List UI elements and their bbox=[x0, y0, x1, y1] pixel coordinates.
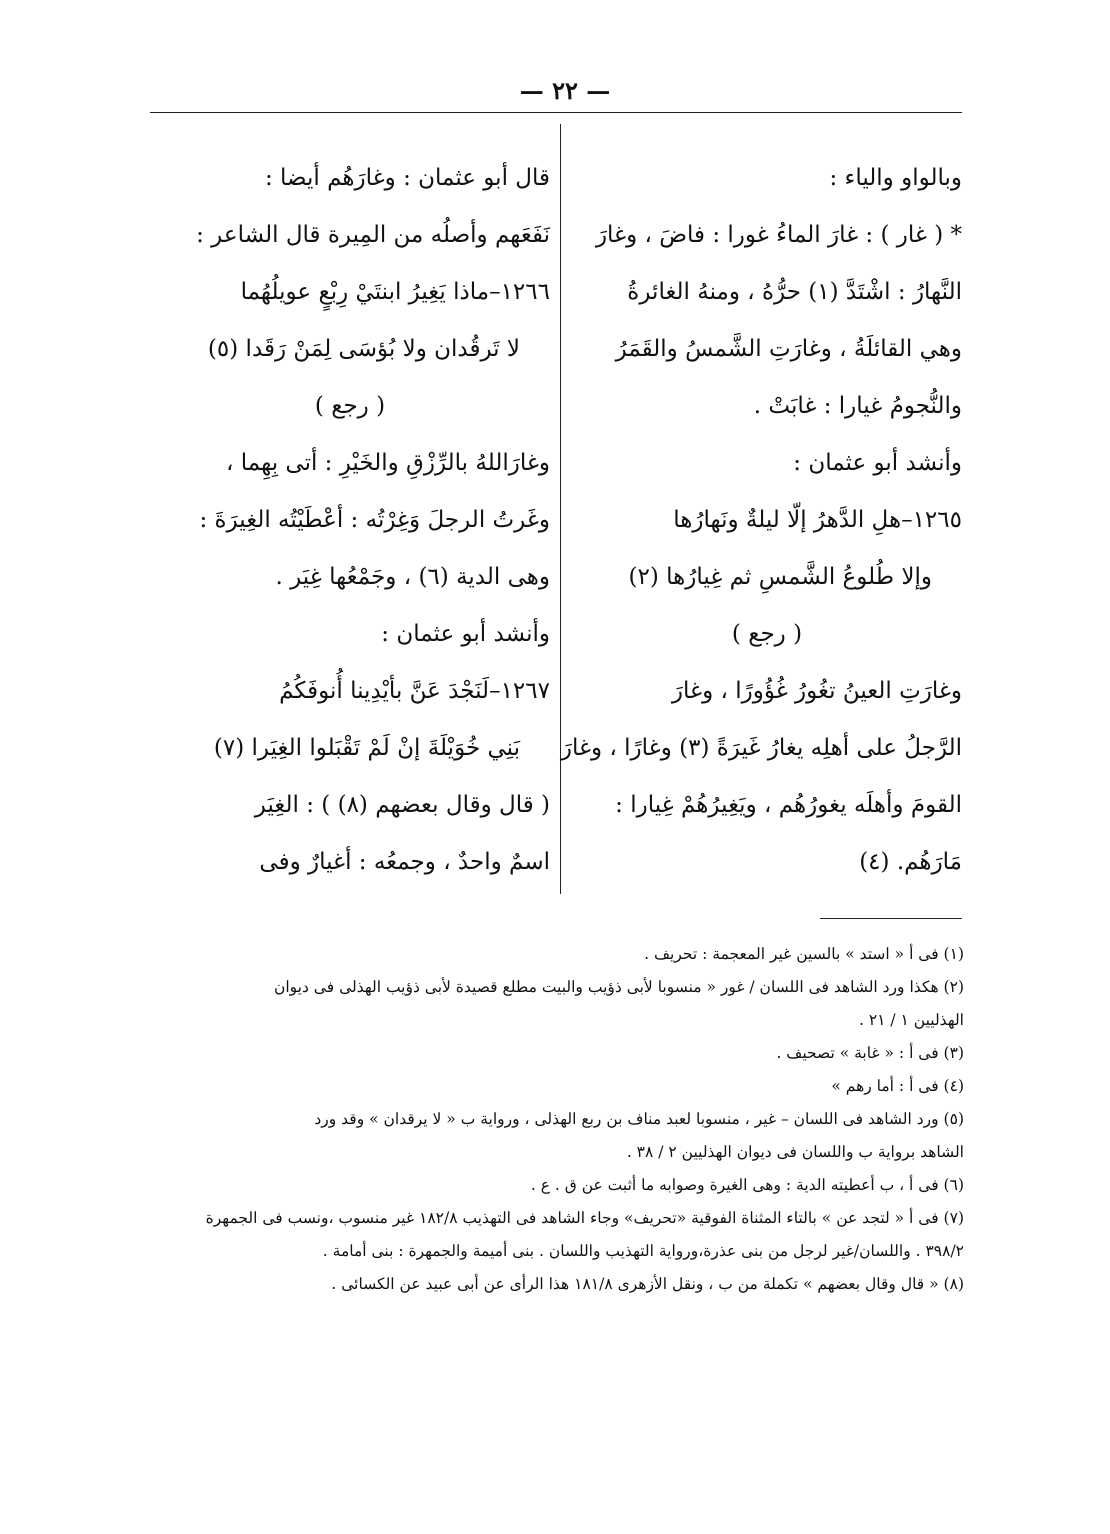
text-line: وهى الدية (٦) ، وجَمْعُها غِيَر . bbox=[275, 564, 550, 590]
rujua-marker: ( رجع ) bbox=[731, 621, 803, 647]
text-line: مَارَهُم. (٤) bbox=[859, 849, 962, 875]
footnote: ٣٩٨/٢ . واللسان/غير لرجل من بنى عذرة،ورواية التهذيب واللسان . بنى أميمة والجمهرة : بنى أمامة . bbox=[322, 1242, 964, 1260]
footnote-rule bbox=[820, 918, 962, 919]
rujua-marker: ( رجع ) bbox=[314, 393, 386, 419]
footnotes bbox=[148, 938, 964, 1301]
text-line: وغارَاللهُ بالرِّزْقِ والخَيْرِ : أتى بِهِما ، bbox=[226, 450, 550, 476]
text-line: * ( غار ) : غارَ الماءُ غورا : فاضَ ، وغارَ bbox=[595, 222, 962, 248]
column-divider bbox=[560, 124, 561, 894]
footnote: (٤) فى أ : أما رهم » bbox=[831, 1077, 964, 1095]
text-line: الرَّجلُ على أهلِه يغارُ غَيرَةً (٣) وغارًا ، وغارَ bbox=[560, 735, 962, 761]
verse-line: بَنِي خُوَيْلَةَ إنْ لَمْ تَقْبَلوا الغِيَرا (٧) bbox=[213, 735, 520, 761]
footnote: (٧) فى أ « لتجد عن » بالتاء المثناة الفوقية «تحريف» وجاء الشاهد فى التهذيب ١٨٢/٨ غير منسوب ،ونسب فى الجمهرة bbox=[205, 1209, 964, 1227]
text-line: وغارَتِ العينُ تغُورُ غُؤُورًا ، وغارَ bbox=[671, 678, 962, 704]
text-line: قال أبو عثمان : وغارَهُم أيضا : bbox=[264, 165, 550, 191]
verse-line: وإلا طُلوعُ الشَّمسِ ثم غِيارُها (٢) bbox=[628, 564, 932, 590]
footnote: الهذليين ١ / ٢١ . bbox=[858, 1011, 964, 1029]
text-line: والنُّجومُ غيارا : غابَتْ . bbox=[753, 393, 962, 419]
verse-line: لا تَرقُدان ولا بُؤسَى لِمَنْ رَقَدا (٥) bbox=[207, 336, 520, 362]
footnote: (٣) فى أ : « غابة » تصحيف . bbox=[776, 1044, 964, 1062]
text-line: وهي القائلَةُ ، وغارَتِ الشَّمسُ والقَمَرُ bbox=[615, 336, 962, 362]
verse-line: ١٢٦٥–هلِ الدَّهرُ إلّا ليلةٌ ونَهارُها bbox=[673, 507, 962, 533]
text-line: النَّهارُ : اشْتَدَّ (١) حرُّهُ ، ومنهُ الغائرةُ bbox=[627, 279, 962, 305]
page-number: — ٢٢ — bbox=[519, 76, 611, 105]
text-line: وغَرتُ الرجلَ وَغِرْتُه : أعْطَيْتُه الغِيرَةَ : bbox=[199, 507, 550, 533]
footnote: (٦) فى أ ، ب أعطيته الدية : وهى الغيرة وصوابه ما أثبت عن ق . ع . bbox=[530, 1176, 964, 1194]
right-column bbox=[560, 150, 962, 891]
footnote: (٢) هكذا ورد الشاهد فى اللسان / غور « منسوبا لأبى ذؤيب والبيت مطلع قصيدة لأبى ذؤيب الهذلى فى ديوان bbox=[273, 978, 964, 996]
footnote: (٥) ورد الشاهد فى اللسان – غير ، منسوبا لعبد مناف بن ربع الهذلى ، ورواية ب « لا يرقدان » وقد ورد bbox=[314, 1110, 964, 1128]
verse-line: ١٢٦٦–ماذا يَغِيرُ ابنتَيْ رِبْعٍ عويلُهُما bbox=[240, 279, 550, 305]
footnote: (١) فى أ « استد » بالسين غير المعجمة : تحريف . bbox=[644, 945, 964, 963]
section-heading: وبالواو والياء : bbox=[829, 165, 962, 191]
text-line: وأنشد أبو عثمان : bbox=[381, 621, 550, 647]
text-line: ( قال وقال بعضهم (٨) ) : الغِيَر bbox=[254, 792, 550, 818]
text-line: نَفَعَهم وأصلُه من المِيرة قال الشاعر : bbox=[196, 222, 550, 248]
text-line: وأنشد أبو عثمان : bbox=[793, 450, 962, 476]
left-column bbox=[150, 150, 550, 891]
footnote: (٨) « قال وقال بعضهم » تكملة من ب ، ونقل الأزهرى ١٨١/٨ هذا الرأى عن أبى عبيد عن الكسائى . bbox=[331, 1275, 964, 1293]
text-line: القومَ وأهلَه يغورُهُم ، ويَغِيرُهُمْ غِيارا : bbox=[615, 792, 962, 818]
text-line: اسمٌ واحدٌ ، وجمعُه : أغيارٌ وفى bbox=[259, 849, 550, 875]
header-rule bbox=[150, 112, 962, 113]
verse-line: ١٢٦٧–لَنَجْدَ عَنَّ بأيْدِينا أُنوفَكُمُ bbox=[279, 678, 550, 704]
footnote: الشاهد برواية ب واللسان فى ديوان الهذليين ٢ / ٣٨ . bbox=[626, 1143, 964, 1161]
